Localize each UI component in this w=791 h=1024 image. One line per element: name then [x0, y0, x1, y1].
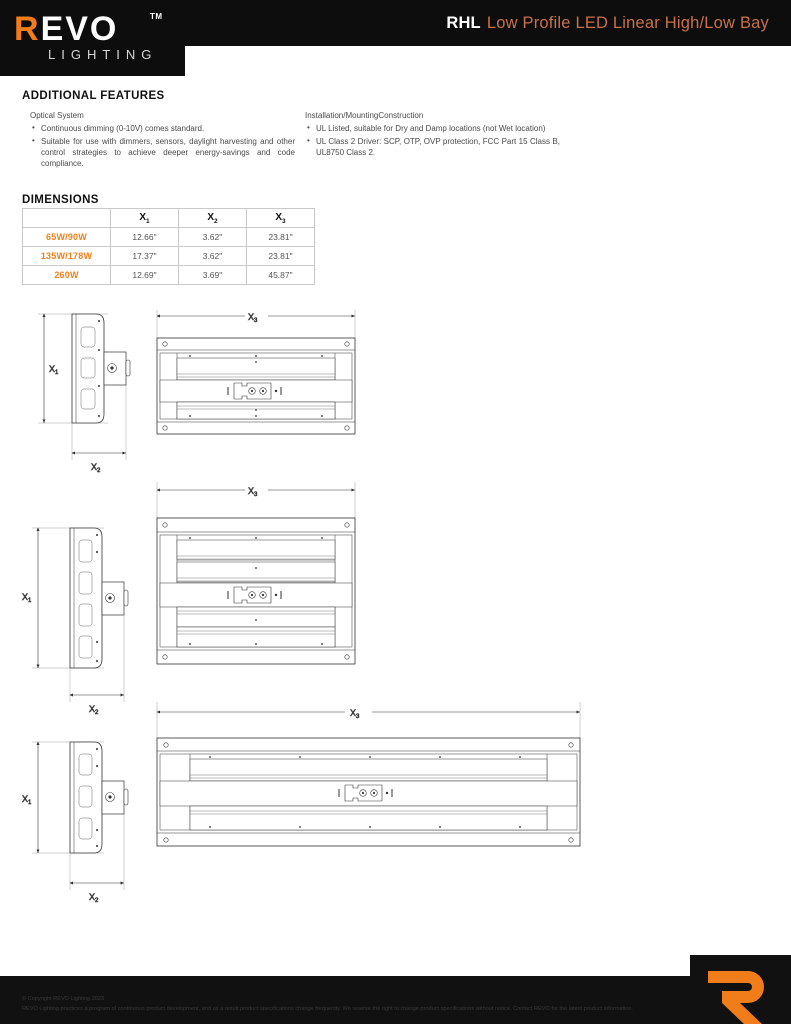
feature-item: • UL Class 2 Driver: SCP, OTP, OVP protection, FCC Part 15 Class B, UL8750 Class 2.: [305, 136, 560, 159]
row-label-wattage: 65W/90W: [23, 228, 111, 247]
header-product-title: [446, 0, 769, 46]
svg-text:X3: $X_3$: [248, 312, 258, 324]
drawing-group-135w-178w: [22, 482, 355, 716]
logo-letter-r: R: [14, 10, 41, 48]
features-column-installation: [305, 110, 560, 159]
svg-text:X1: $X_1$: [49, 364, 59, 376]
table-header-x1: $X_1$: [111, 209, 179, 228]
table-row: [23, 266, 315, 285]
table-row: [23, 247, 315, 266]
cell-x1: 12.66": [111, 228, 179, 247]
plan-view: [157, 310, 355, 434]
svg-text:X2: $X_2$: [89, 892, 99, 904]
trademark-icon: TM: [150, 12, 163, 21]
table-header-x3: $X_3$: [247, 209, 315, 228]
cell-x2: 3.62": [179, 247, 247, 266]
side-elevation-view: [22, 528, 128, 716]
brand-logo: [0, 0, 185, 76]
drawings-svg: [0, 290, 791, 930]
row-label-wattage: 135W/178W: [23, 247, 111, 266]
plan-view: [157, 482, 355, 664]
features-list: [30, 123, 295, 169]
table-header-x2: $X_2$: [179, 209, 247, 228]
cell-x2: 3.69": [179, 266, 247, 285]
table-header-blank: [23, 209, 111, 228]
cell-x3: 23.81": [247, 228, 315, 247]
footer-legal-text: [22, 995, 642, 1014]
features-column-heading: Optical System: [30, 111, 84, 120]
cell-x3: 45.87": [247, 266, 315, 285]
svg-text:X2: $X_2$: [91, 462, 101, 474]
footer-logo: [690, 955, 791, 1024]
logo-tagline: LIGHTING: [48, 47, 158, 62]
table-header-row: [23, 209, 315, 228]
product-description: Low Profile LED Linear High/Low Bay: [486, 13, 769, 32]
additional-features-heading: ADDITIONAL FEATURES: [22, 90, 165, 102]
logo-letters-evo: EVO: [40, 10, 119, 48]
drawing-group-65w-90w: [38, 310, 355, 474]
feature-item: • Continuous dimming (0-10V) comes standard.: [30, 123, 295, 134]
product-sku: RHL: [446, 13, 481, 32]
cell-x2: 3.62": [179, 228, 247, 247]
cell-x3: 23.81": [247, 247, 315, 266]
features-column-heading: Installation/MountingConstruction: [305, 111, 424, 120]
features-list: [305, 123, 560, 158]
side-elevation-view: [38, 314, 130, 474]
cell-x1: 12.69": [111, 266, 179, 285]
svg-text:X1: $X_1$: [22, 592, 32, 604]
features-column-optical-system: [30, 110, 295, 171]
feature-item: • UL Listed, suitable for Dry and Damp locations (not Wet location): [305, 123, 560, 134]
svg-text:X3: $X_3$: [350, 708, 360, 720]
technical-drawings: [0, 290, 791, 930]
cell-x1: 17.37": [111, 247, 179, 266]
svg-text:X3: $X_3$: [248, 486, 258, 498]
svg-text:X2: $X_2$: [89, 704, 99, 716]
dimensions-table: [22, 208, 315, 285]
table-row: [23, 228, 315, 247]
dimensions-heading: DIMENSIONS: [22, 194, 99, 206]
svg-text:X1: $X_1$: [22, 794, 32, 806]
footer-copyright: © Copyright REVO Lighting 2023: [22, 996, 105, 1002]
logo-wordmark: [14, 12, 118, 46]
plan-view: [157, 702, 580, 846]
row-label-wattage: 260W: [23, 266, 111, 285]
feature-item: • Suitable for use with dimmers, sensors, daylight harvesting and other control strategies to achieve deeper energy-savings and code compliance.: [30, 136, 295, 170]
footer-disclaimer: REVO Lighting practices a program of continuous product development, and as a result product specifications change frequently. We reserve the right to change product specifications without notice. Contact REVO for the latest product information.: [22, 1005, 634, 1012]
side-elevation-view: [22, 742, 128, 904]
footer-logo-r-icon: [690, 955, 791, 1024]
drawing-group-260w: [22, 702, 580, 904]
